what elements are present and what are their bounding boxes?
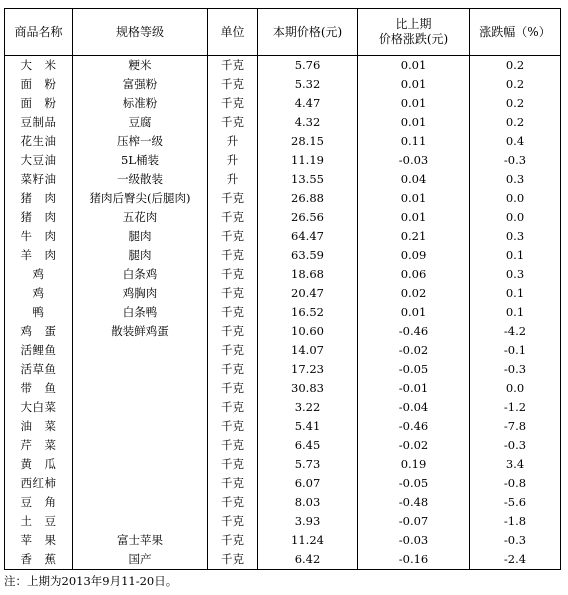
- table-row: [5, 170, 561, 189]
- cell-specification: 豆腐: [73, 113, 208, 132]
- cell-commodity-name: 大白菜: [5, 398, 73, 417]
- header-price-change: 比上期 价格涨跌(元): [358, 9, 470, 56]
- cell-change-percent: -4.2: [470, 322, 561, 341]
- cell-commodity-name: 菜籽油: [5, 170, 73, 189]
- cell-commodity-name: 活草鱼: [5, 360, 73, 379]
- cell-current-price: 30.83: [258, 379, 358, 398]
- cell-change-percent: -0.3: [470, 360, 561, 379]
- table-row: [5, 132, 561, 151]
- cell-change-percent: 0.0: [470, 379, 561, 398]
- cell-price-change: 0.01: [358, 303, 470, 322]
- cell-current-price: 26.88: [258, 189, 358, 208]
- cell-current-price: 3.22: [258, 398, 358, 417]
- cell-commodity-name: 芹 菜: [5, 436, 73, 455]
- cell-current-price: 13.55: [258, 170, 358, 189]
- cell-price-change: 0.21: [358, 227, 470, 246]
- cell-unit: 千克: [208, 246, 258, 265]
- cell-specification: 富士苹果: [73, 531, 208, 550]
- cell-change-percent: -5.6: [470, 493, 561, 512]
- table-row: [5, 398, 561, 417]
- cell-specification: 鸡胸肉: [73, 284, 208, 303]
- cell-specification: 白条鸡: [73, 265, 208, 284]
- cell-commodity-name: 鸡 蛋: [5, 322, 73, 341]
- cell-current-price: 5.73: [258, 455, 358, 474]
- cell-unit: 升: [208, 151, 258, 170]
- cell-unit: 千克: [208, 94, 258, 113]
- table-row: [5, 284, 561, 303]
- cell-current-price: 14.07: [258, 341, 358, 360]
- cell-commodity-name: 花生油: [5, 132, 73, 151]
- cell-commodity-name: 活鲤鱼: [5, 341, 73, 360]
- cell-price-change: 0.19: [358, 455, 470, 474]
- cell-specification: 腿肉: [73, 246, 208, 265]
- cell-unit: 千克: [208, 436, 258, 455]
- cell-unit: 升: [208, 170, 258, 189]
- cell-change-percent: 0.0: [470, 208, 561, 227]
- cell-commodity-name: 鸡: [5, 284, 73, 303]
- cell-commodity-name: 土 豆: [5, 512, 73, 531]
- cell-commodity-name: 面 粉: [5, 94, 73, 113]
- cell-price-change: 0.01: [358, 208, 470, 227]
- cell-commodity-name: 豆制品: [5, 113, 73, 132]
- cell-commodity-name: 大豆油: [5, 151, 73, 170]
- cell-specification: [73, 436, 208, 455]
- cell-commodity-name: 鸭: [5, 303, 73, 322]
- table-row: [5, 417, 561, 436]
- cell-change-percent: -1.8: [470, 512, 561, 531]
- cell-change-percent: -0.8: [470, 474, 561, 493]
- cell-unit: 千克: [208, 303, 258, 322]
- cell-specification: 富强粉: [73, 75, 208, 94]
- cell-unit: 千克: [208, 113, 258, 132]
- table-row: [5, 360, 561, 379]
- cell-unit: 千克: [208, 265, 258, 284]
- cell-current-price: 4.32: [258, 113, 358, 132]
- price-table-container: [4, 8, 560, 570]
- cell-unit: 千克: [208, 474, 258, 493]
- cell-price-change: -0.03: [358, 151, 470, 170]
- cell-price-change: 0.01: [358, 56, 470, 76]
- table-row: [5, 113, 561, 132]
- table-row: [5, 512, 561, 531]
- cell-unit: 千克: [208, 341, 258, 360]
- cell-current-price: 26.56: [258, 208, 358, 227]
- cell-price-change: -0.03: [358, 531, 470, 550]
- table-row: [5, 56, 561, 76]
- cell-unit: 千克: [208, 398, 258, 417]
- table-row: [5, 246, 561, 265]
- cell-price-change: -0.05: [358, 474, 470, 493]
- cell-price-change: 0.01: [358, 189, 470, 208]
- header-commodity-name: 商品名称: [5, 9, 73, 56]
- table-row: [5, 94, 561, 113]
- cell-specification: [73, 398, 208, 417]
- cell-specification: 散装鲜鸡蛋: [73, 322, 208, 341]
- cell-unit: 升: [208, 132, 258, 151]
- table-row: [5, 550, 561, 570]
- cell-specification: 国产: [73, 550, 208, 570]
- cell-unit: 千克: [208, 360, 258, 379]
- cell-current-price: 8.03: [258, 493, 358, 512]
- cell-change-percent: 0.2: [470, 56, 561, 76]
- table-row: [5, 265, 561, 284]
- cell-commodity-name: 西红柿: [5, 474, 73, 493]
- cell-unit: 千克: [208, 455, 258, 474]
- cell-price-change: -0.16: [358, 550, 470, 570]
- cell-unit: 千克: [208, 284, 258, 303]
- cell-change-percent: -2.4: [470, 550, 561, 570]
- cell-current-price: 20.47: [258, 284, 358, 303]
- cell-price-change: 0.06: [358, 265, 470, 284]
- cell-commodity-name: 面 粉: [5, 75, 73, 94]
- cell-price-change: 0.01: [358, 94, 470, 113]
- cell-commodity-name: 豆 角: [5, 493, 73, 512]
- cell-specification: 五花肉: [73, 208, 208, 227]
- cell-current-price: 63.59: [258, 246, 358, 265]
- cell-current-price: 16.52: [258, 303, 358, 322]
- table-row: [5, 379, 561, 398]
- cell-unit: 千克: [208, 56, 258, 76]
- cell-unit: 千克: [208, 227, 258, 246]
- cell-change-percent: 0.1: [470, 303, 561, 322]
- cell-change-percent: 0.3: [470, 227, 561, 246]
- header-change-percent: 涨跌幅（%）: [470, 9, 561, 56]
- cell-commodity-name: 猪 肉: [5, 208, 73, 227]
- cell-price-change: -0.48: [358, 493, 470, 512]
- cell-unit: 千克: [208, 322, 258, 341]
- cell-change-percent: -0.3: [470, 436, 561, 455]
- cell-change-percent: -0.3: [470, 151, 561, 170]
- cell-change-percent: -0.1: [470, 341, 561, 360]
- cell-change-percent: 0.2: [470, 94, 561, 113]
- cell-change-percent: 0.2: [470, 113, 561, 132]
- cell-price-change: -0.01: [358, 379, 470, 398]
- table-row: [5, 436, 561, 455]
- cell-commodity-name: 油 菜: [5, 417, 73, 436]
- table-row: [5, 341, 561, 360]
- cell-current-price: 4.47: [258, 94, 358, 113]
- table-row: [5, 75, 561, 94]
- cell-current-price: 11.24: [258, 531, 358, 550]
- cell-price-change: -0.46: [358, 417, 470, 436]
- cell-specification: [73, 474, 208, 493]
- cell-change-percent: -1.2: [470, 398, 561, 417]
- cell-price-change: 0.09: [358, 246, 470, 265]
- cell-current-price: 5.32: [258, 75, 358, 94]
- table-row: [5, 208, 561, 227]
- cell-specification: 粳米: [73, 56, 208, 76]
- table-row: [5, 531, 561, 550]
- cell-commodity-name: 苹 果: [5, 531, 73, 550]
- cell-specification: [73, 360, 208, 379]
- table-body: [5, 56, 561, 570]
- cell-price-change: -0.04: [358, 398, 470, 417]
- cell-unit: 千克: [208, 550, 258, 570]
- cell-price-change: 0.01: [358, 75, 470, 94]
- cell-change-percent: 0.3: [470, 265, 561, 284]
- cell-current-price: 11.19: [258, 151, 358, 170]
- cell-unit: 千克: [208, 75, 258, 94]
- cell-change-percent: 0.1: [470, 246, 561, 265]
- cell-specification: [73, 493, 208, 512]
- cell-specification: [73, 455, 208, 474]
- cell-specification: [73, 512, 208, 531]
- cell-price-change: -0.46: [358, 322, 470, 341]
- header-current-price: 本期价格(元): [258, 9, 358, 56]
- cell-price-change: 0.04: [358, 170, 470, 189]
- table-row: [5, 189, 561, 208]
- cell-specification: [73, 417, 208, 436]
- cell-specification: 一级散装: [73, 170, 208, 189]
- cell-change-percent: 0.4: [470, 132, 561, 151]
- cell-unit: 千克: [208, 417, 258, 436]
- cell-unit: 千克: [208, 208, 258, 227]
- table-row: [5, 322, 561, 341]
- cell-change-percent: -7.8: [470, 417, 561, 436]
- cell-price-change: 0.11: [358, 132, 470, 151]
- cell-unit: 千克: [208, 493, 258, 512]
- cell-change-percent: 3.4: [470, 455, 561, 474]
- cell-price-change: -0.07: [358, 512, 470, 531]
- cell-commodity-name: 大 米: [5, 56, 73, 76]
- cell-current-price: 17.23: [258, 360, 358, 379]
- cell-commodity-name: 黄 瓜: [5, 455, 73, 474]
- cell-specification: 标准粉: [73, 94, 208, 113]
- cell-current-price: 6.07: [258, 474, 358, 493]
- cell-current-price: 5.41: [258, 417, 358, 436]
- cell-specification: 5L桶装: [73, 151, 208, 170]
- cell-specification: [73, 341, 208, 360]
- cell-current-price: 10.60: [258, 322, 358, 341]
- table-row: [5, 227, 561, 246]
- cell-change-percent: -0.3: [470, 531, 561, 550]
- cell-unit: 千克: [208, 531, 258, 550]
- price-table: [4, 8, 561, 570]
- footnote: 注：上期为2013年9月11-20日。: [4, 574, 178, 588]
- cell-change-percent: 0.0: [470, 189, 561, 208]
- cell-commodity-name: 牛 肉: [5, 227, 73, 246]
- table-row: [5, 303, 561, 322]
- cell-current-price: 18.68: [258, 265, 358, 284]
- cell-price-change: -0.02: [358, 436, 470, 455]
- cell-unit: 千克: [208, 189, 258, 208]
- cell-change-percent: 0.2: [470, 75, 561, 94]
- cell-specification: 压榨一级: [73, 132, 208, 151]
- cell-change-percent: 0.3: [470, 170, 561, 189]
- cell-current-price: 64.47: [258, 227, 358, 246]
- cell-commodity-name: 鸡: [5, 265, 73, 284]
- cell-change-percent: 0.1: [470, 284, 561, 303]
- cell-price-change: 0.02: [358, 284, 470, 303]
- table-row: [5, 474, 561, 493]
- table-row: [5, 493, 561, 512]
- header-unit: 单位: [208, 9, 258, 56]
- table-row: [5, 151, 561, 170]
- cell-specification: 猪肉后臀尖(后腿肉): [73, 189, 208, 208]
- cell-current-price: 6.45: [258, 436, 358, 455]
- cell-commodity-name: 带 鱼: [5, 379, 73, 398]
- header-specification: 规格等级: [73, 9, 208, 56]
- cell-current-price: 3.93: [258, 512, 358, 531]
- cell-commodity-name: 羊 肉: [5, 246, 73, 265]
- cell-commodity-name: 香 蕉: [5, 550, 73, 570]
- cell-commodity-name: 猪 肉: [5, 189, 73, 208]
- cell-specification: 腿肉: [73, 227, 208, 246]
- cell-price-change: 0.01: [358, 113, 470, 132]
- header-row: [5, 9, 561, 56]
- cell-unit: 千克: [208, 379, 258, 398]
- cell-specification: 白条鸭: [73, 303, 208, 322]
- cell-price-change: -0.05: [358, 360, 470, 379]
- cell-price-change: -0.02: [358, 341, 470, 360]
- cell-current-price: 5.76: [258, 56, 358, 76]
- cell-current-price: 28.15: [258, 132, 358, 151]
- cell-specification: [73, 379, 208, 398]
- cell-unit: 千克: [208, 512, 258, 531]
- table-row: [5, 455, 561, 474]
- cell-current-price: 6.42: [258, 550, 358, 570]
